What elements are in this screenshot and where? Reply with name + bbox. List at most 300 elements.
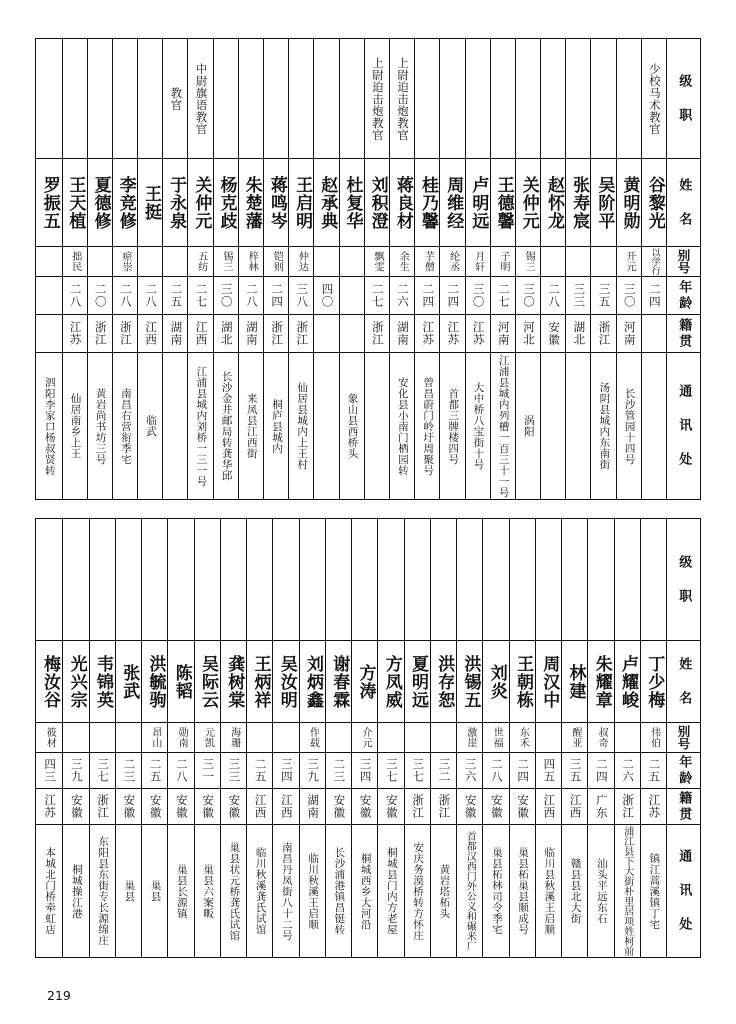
entry-age-text: 二四 — [421, 283, 436, 308]
entry-alias — [239, 247, 263, 277]
entry-name-text: 周汉中 — [539, 654, 560, 709]
entry-origin-text: 江苏 — [471, 321, 486, 346]
entry-alias — [300, 723, 325, 753]
entry-address-text: 曾昌蔚门岭圩周聚号 — [422, 376, 435, 476]
entry-age-text: 四五 — [542, 758, 557, 783]
entry-age — [273, 753, 298, 789]
header-address: 通 讯 处 — [676, 384, 692, 468]
entry-age-text: 三七 — [411, 758, 426, 783]
entry-origin-text: 河北 — [521, 321, 536, 346]
entry-alias-text: 锡三 — [220, 251, 232, 272]
entry-origin-text: 江苏 — [421, 321, 436, 346]
entry-rank — [36, 39, 61, 159]
entry-name — [431, 641, 456, 723]
header-age: 年龄 — [667, 753, 700, 789]
entry-rank — [340, 39, 364, 159]
entry-address — [116, 825, 141, 957]
entry-address-text: 长沙金井邮局转龚华邱 — [220, 371, 233, 481]
roster-entry-column — [339, 39, 364, 499]
entry-age-text: 三一 — [201, 758, 216, 783]
entry-age — [300, 753, 325, 789]
roster-entry-column — [36, 519, 62, 957]
entry-address-text: 安化县小南门栖园转 — [396, 376, 409, 476]
entry-name-text: 谢春霖 — [329, 654, 350, 709]
entry-address — [214, 353, 238, 499]
entry-address — [340, 353, 364, 499]
entry-origin-text: 浙江 — [118, 321, 133, 346]
entry-rank-text: 上尉迫击炮教官 — [396, 56, 410, 141]
roster-entry-column — [213, 39, 238, 499]
entry-address — [163, 353, 187, 499]
entry-origin-text: 湖南 — [396, 321, 410, 346]
entry-age-text: 二八 — [144, 283, 159, 308]
entry-rank — [536, 519, 561, 641]
entry-age-text: 二四 — [446, 283, 461, 308]
entry-name — [440, 159, 464, 247]
entry-origin-text: 湖南 — [306, 794, 321, 819]
roster-entry-column — [238, 39, 263, 499]
entry-age — [239, 277, 263, 315]
roster-entry-column — [389, 39, 414, 499]
entry-age-text: 二三 — [332, 758, 347, 783]
roster-entry-column — [540, 39, 565, 499]
entry-origin-text: 湖南 — [169, 321, 184, 346]
entry-name-text: 王启明 — [292, 175, 313, 230]
entry-alias — [214, 247, 238, 277]
entry-name-text: 张寿宸 — [569, 175, 590, 230]
entry-age — [615, 753, 640, 789]
entry-address-text: 赣县县北大街 — [569, 858, 582, 924]
entry-origin-text: 江西 — [144, 321, 159, 346]
column-headers-upper — [666, 39, 700, 499]
roster-entry-column — [614, 519, 640, 957]
entry-name — [483, 641, 508, 723]
entry-age-text: 二八 — [547, 283, 562, 308]
entry-alias — [195, 723, 220, 753]
entry-origin — [642, 315, 666, 353]
entry-origin-text: 安徽 — [227, 794, 242, 819]
entry-rank-text: 上尉迫击炮教官 — [370, 56, 385, 141]
entry-name — [63, 641, 88, 723]
entry-name — [516, 159, 540, 247]
entry-rank — [264, 39, 288, 159]
entry-name — [264, 159, 288, 247]
entry-age — [195, 753, 220, 789]
entry-name — [536, 641, 561, 723]
entry-alias — [483, 723, 508, 753]
column-headers-lower — [666, 519, 700, 957]
entry-name — [195, 641, 220, 723]
roster-entry-column — [456, 519, 482, 957]
entry-origin — [440, 315, 464, 353]
entry-origin — [588, 789, 613, 825]
entry-name-text: 丁少梅 — [644, 654, 665, 709]
entry-age — [247, 753, 272, 789]
entry-address — [314, 353, 338, 499]
roster-entry-column — [509, 519, 535, 957]
entry-name — [541, 159, 565, 247]
entry-origin-text: 浙江 — [370, 321, 385, 346]
entry-address — [188, 353, 212, 499]
entry-rank — [591, 39, 615, 159]
entry-alias-text: 梓林 — [246, 251, 258, 272]
entry-age-text: 二五 — [253, 758, 268, 783]
entry-rank — [415, 39, 439, 159]
entry-address — [541, 353, 565, 499]
entry-address — [326, 825, 351, 957]
entry-address-text: 巢县六案畈 — [202, 863, 215, 919]
entry-age — [588, 753, 613, 789]
entry-alias — [617, 247, 641, 277]
entry-address-text: 巢县柘巢县顺成号 — [517, 847, 530, 935]
entry-name-text: 韦锦英 — [93, 654, 114, 709]
entry-origin-text: 江苏 — [43, 794, 58, 819]
entry-alias — [562, 723, 587, 753]
roster-entry-column — [641, 39, 666, 499]
entry-age — [378, 753, 403, 789]
roster-entry-column — [288, 39, 313, 499]
entry-alias — [641, 723, 666, 753]
entry-age-text: 二八 — [118, 283, 133, 308]
entry-age-text: 二七 — [194, 283, 209, 308]
entry-age-text: 三六 — [463, 758, 478, 783]
entry-name-text: 夏德修 — [90, 175, 111, 230]
entry-origin — [289, 315, 313, 353]
entry-rank-text: 中尉旗语教官 — [194, 62, 209, 135]
entry-address — [491, 353, 515, 499]
entry-age-text: 三三 — [227, 758, 242, 783]
entry-name — [405, 641, 430, 723]
entry-alias — [378, 723, 403, 753]
entry-origin-text: 浙江 — [96, 794, 111, 819]
roster-table-lower — [35, 518, 701, 958]
entry-alias — [63, 723, 88, 753]
entry-rank — [163, 39, 187, 159]
entry-address-text: 长沙浦港镇昌铤转 — [333, 847, 346, 935]
entry-origin — [195, 789, 220, 825]
entry-name-text: 李竞修 — [115, 175, 136, 230]
entry-age — [562, 753, 587, 789]
entry-name-text: 杨克歧 — [216, 175, 237, 230]
entry-origin-text: 江西 — [194, 321, 209, 346]
entry-rank — [314, 39, 338, 159]
entry-origin-text: 江苏 — [647, 794, 662, 819]
roster-entry-column — [162, 39, 187, 499]
entry-address-text: 桐城县门内方老屋 — [385, 847, 398, 935]
entry-name-text: 黄明勋 — [619, 175, 640, 230]
entry-age-text: 三四 — [358, 758, 373, 783]
entry-alias-text: 开元 — [623, 251, 635, 272]
entry-rank — [641, 519, 666, 641]
header-alias: 别号 — [667, 723, 700, 753]
entry-name — [113, 159, 137, 247]
entry-age — [541, 277, 565, 315]
entry-rank — [142, 519, 167, 641]
entry-name-text: 杜复华 — [342, 175, 363, 230]
entry-origin — [566, 315, 590, 353]
entry-age — [36, 277, 61, 315]
entry-name-text: 张武 — [119, 663, 140, 700]
entry-name — [457, 641, 482, 723]
entry-address-text: 首都汉西门外公义和碾米厂 — [464, 831, 476, 951]
roster-entry-column — [364, 39, 389, 499]
entry-address — [142, 825, 167, 957]
entry-address — [88, 353, 112, 499]
entry-alias — [588, 723, 613, 753]
entry-age-text: 二〇 — [93, 283, 108, 308]
entry-name-text: 王天植 — [65, 175, 86, 230]
entry-origin — [541, 315, 565, 353]
entry-origin — [36, 315, 61, 353]
entry-age — [536, 753, 561, 789]
entry-alias-text: 筱材 — [44, 727, 56, 748]
entry-alias — [457, 723, 482, 753]
entry-origin-text: 江西 — [279, 794, 294, 819]
entry-address-text: 黄岩尚书坊三号 — [94, 387, 107, 465]
entry-alias — [113, 247, 137, 277]
entry-address — [566, 353, 590, 499]
entry-origin — [491, 315, 515, 353]
entry-age — [314, 277, 338, 315]
entry-alias — [365, 247, 389, 277]
roster-entry-column — [272, 519, 298, 957]
entry-name — [378, 641, 403, 723]
entry-origin — [641, 789, 666, 825]
entry-rank — [214, 39, 238, 159]
entry-age-text: 三〇 — [219, 283, 234, 308]
roster-entry-column — [515, 39, 540, 499]
entry-origin — [378, 789, 403, 825]
entry-alias-text: 激崖 — [464, 727, 476, 748]
entry-age — [264, 277, 288, 315]
entry-address-text: 临川县秋溪王启顺 — [543, 847, 556, 935]
entry-name — [63, 159, 87, 247]
entry-alias-text: 铠则 — [271, 251, 283, 272]
entry-age-text: 二四 — [647, 283, 662, 308]
entry-origin — [405, 789, 430, 825]
entry-address — [36, 825, 62, 957]
entry-origin — [221, 789, 246, 825]
entry-address-text: 安庆务漠桥转方怀庄 — [412, 841, 425, 941]
entry-rank — [588, 519, 613, 641]
roster-entry-column — [414, 39, 439, 499]
entry-name — [90, 641, 115, 723]
entry-alias — [264, 247, 288, 277]
entry-name-text: 卢明远 — [468, 175, 489, 230]
entry-name-text: 方凤威 — [381, 654, 402, 709]
entry-age-text: 三三 — [572, 283, 587, 308]
entry-origin — [163, 315, 187, 353]
entry-address — [36, 353, 61, 499]
entry-origin-text: 浙江 — [270, 321, 285, 346]
entry-name-text: 洪存恕 — [434, 654, 455, 709]
roster-entry-column — [36, 39, 61, 499]
entry-origin-text: 浙江 — [621, 794, 636, 819]
entry-age — [138, 277, 162, 315]
roster-entry-column — [351, 519, 377, 957]
entry-origin — [340, 315, 364, 353]
entry-address — [300, 825, 325, 957]
entry-alias-text: 醒亚 — [569, 727, 581, 748]
entry-rank — [63, 519, 88, 641]
entry-age-text: 三四 — [279, 758, 294, 783]
entry-alias-text: 仲达 — [296, 251, 308, 272]
entry-name — [365, 159, 389, 247]
entry-alias — [541, 247, 565, 277]
entry-address-text: 长沙管园十四号 — [623, 387, 636, 465]
entry-age — [641, 753, 666, 789]
entry-alias — [116, 723, 141, 753]
roster-entry-column — [640, 519, 666, 957]
entry-name-text: 谷黎光 — [644, 175, 665, 230]
roster-entry-column — [87, 39, 112, 499]
entry-alias — [536, 723, 561, 753]
entry-rank — [390, 39, 414, 159]
entry-alias — [352, 723, 377, 753]
entry-origin — [36, 789, 62, 825]
roster-entry-column — [187, 39, 212, 499]
entry-alias — [273, 723, 298, 753]
entry-alias — [168, 723, 193, 753]
entry-rank — [365, 39, 389, 159]
entry-age — [90, 753, 115, 789]
entry-origin — [536, 789, 561, 825]
entry-alias — [36, 247, 61, 277]
entry-address — [221, 825, 246, 957]
header-origin: 籍贯 — [667, 315, 700, 353]
entry-age — [340, 277, 364, 315]
entry-age-text: 三七 — [384, 758, 399, 783]
entry-rank — [466, 39, 490, 159]
entry-rank — [326, 519, 351, 641]
entry-origin-text: 安徽 — [201, 794, 216, 819]
entry-alias — [415, 247, 439, 277]
entry-address — [390, 353, 414, 499]
entry-origin — [63, 789, 88, 825]
entry-name-text: 罗振五 — [39, 175, 60, 230]
entry-age — [510, 753, 535, 789]
entry-origin-text: 安徽 — [148, 794, 163, 819]
entry-name-text: 王挺 — [140, 184, 161, 221]
entry-age-text: 二四 — [516, 758, 531, 783]
roster-entry-column — [299, 519, 325, 957]
roster-entry-column — [62, 519, 88, 957]
entry-alias — [90, 723, 115, 753]
entry-alias-text: 拙民 — [69, 251, 81, 272]
roster-entry-column — [246, 519, 272, 957]
entry-name-text: 王德馨 — [493, 175, 514, 230]
entry-alias — [340, 247, 364, 277]
entry-alias — [314, 247, 338, 277]
entry-address — [378, 825, 403, 957]
entry-alias-text: 锡三 — [523, 251, 535, 272]
entry-address-text: 东阳县东街专长源绵庄 — [97, 836, 110, 946]
entry-address — [113, 353, 137, 499]
roster-entry-column — [167, 519, 193, 957]
entry-origin-text: 江苏 — [68, 321, 83, 346]
entry-address — [483, 825, 508, 957]
entry-age-text: 三〇 — [622, 283, 637, 308]
entry-alias-text: 介元 — [359, 727, 371, 748]
entry-age — [63, 277, 87, 315]
entry-age — [142, 753, 167, 789]
entry-address-text: 巢县状元桥龚氏试馆 — [228, 841, 241, 941]
entry-rank — [516, 39, 540, 159]
entry-alias-text: 纶丞 — [447, 251, 459, 272]
entry-name — [36, 641, 62, 723]
entry-origin-text: 江西 — [253, 794, 268, 819]
entry-origin-text: 安徽 — [516, 794, 531, 819]
entry-rank — [188, 39, 212, 159]
entry-rank — [195, 519, 220, 641]
entry-origin — [264, 315, 288, 353]
entry-address — [615, 825, 640, 957]
entry-name — [466, 159, 490, 247]
entry-name — [214, 159, 238, 247]
entry-name — [247, 641, 272, 723]
entry-name-text: 林建 — [565, 663, 586, 700]
entry-address — [239, 353, 263, 499]
entry-name — [415, 159, 439, 247]
entry-alias-text: 飘雯 — [372, 251, 384, 272]
entry-origin-text: 湖北 — [572, 321, 587, 346]
entry-origin — [300, 789, 325, 825]
entry-address — [247, 825, 272, 957]
entry-age — [516, 277, 540, 315]
entry-origin — [483, 789, 508, 825]
entry-rank — [113, 39, 137, 159]
entry-alias — [466, 247, 490, 277]
entry-name-text: 刘炎 — [486, 663, 507, 700]
entry-name — [188, 159, 212, 247]
entry-origin — [138, 315, 162, 353]
entry-age-text: 四〇 — [320, 283, 335, 308]
header-alias: 别号 — [667, 247, 700, 277]
entry-name-text: 朱耀章 — [591, 654, 612, 709]
entry-rank — [116, 519, 141, 641]
entry-address — [195, 825, 220, 957]
entry-age — [88, 277, 112, 315]
entry-address-text: 巢县 — [123, 880, 136, 902]
entry-address-text: 桐城西乡大河沿 — [359, 852, 372, 930]
entry-name — [36, 159, 61, 247]
entry-age-text: 二五 — [169, 283, 184, 308]
entry-origin-text: 安徽 — [69, 794, 84, 819]
entry-name-text: 洪锡五 — [460, 654, 481, 709]
entry-origin-text: 湖北 — [219, 321, 234, 346]
entry-name-text: 蒋良材 — [392, 175, 413, 230]
entry-age-text: 三〇 — [521, 283, 536, 308]
entry-origin — [273, 789, 298, 825]
entry-name-text: 桂乃馨 — [418, 175, 439, 230]
entry-name-text: 刘积澄 — [367, 175, 388, 230]
header-rank: 级 职 — [667, 519, 700, 641]
entry-name — [510, 641, 535, 723]
entry-rank — [440, 39, 464, 159]
entry-origin — [466, 315, 490, 353]
entry-age-text: 三七 — [96, 758, 111, 783]
entry-rank — [510, 519, 535, 641]
entry-alias-text: 子明 — [497, 251, 509, 272]
entry-address-text: 大中桥八宝街十号 — [472, 382, 485, 470]
roster-entry-column — [439, 39, 464, 499]
entry-address — [63, 353, 87, 499]
entry-alias-text: 昂山 — [149, 727, 161, 748]
page-number: 219 — [47, 988, 71, 1003]
entry-name-text: 赵怀龙 — [543, 175, 564, 230]
entry-address — [510, 825, 535, 957]
entry-address — [536, 825, 561, 957]
